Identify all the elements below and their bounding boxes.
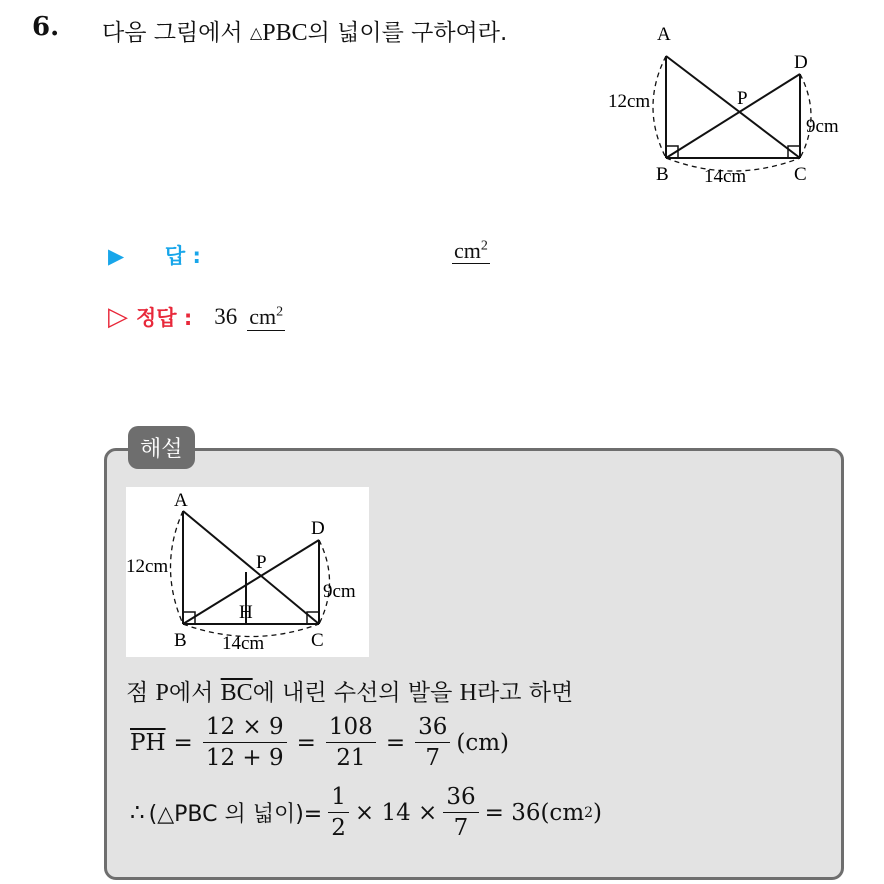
sol2-eq2: = xyxy=(296,729,316,756)
triangle-symbol: △ xyxy=(249,23,263,42)
solution-tag: 해설 xyxy=(128,426,195,469)
sol2-eq3: = xyxy=(385,729,406,756)
sol3-frac2 xyxy=(443,782,478,843)
sol2-f3-den: 7 xyxy=(425,745,441,771)
answer-unit xyxy=(452,238,490,264)
sol1-p: P xyxy=(155,680,169,706)
sol-label-p: P xyxy=(256,552,267,573)
answer-row xyxy=(108,240,201,270)
label-a: A xyxy=(657,24,671,45)
sol3-f2-den: 7 xyxy=(453,815,469,841)
problem-text xyxy=(102,14,507,47)
sol2-f2-num: 108 xyxy=(326,712,376,743)
sol-label-h: H xyxy=(239,602,253,623)
label-c: C xyxy=(794,164,807,185)
sol-length-bc: 14cm xyxy=(222,633,265,654)
sol2-f1-den: 12 + 9 xyxy=(205,745,284,771)
sol2-frac2 xyxy=(326,712,376,773)
answer-label: 답 : xyxy=(164,244,201,268)
sol3-f2-num: 36 xyxy=(443,782,478,813)
sol3-lhs: (△PBC 의 넓이)= xyxy=(148,802,323,827)
sol3-rhs-close: ) xyxy=(593,799,603,826)
sol1-bc: $\overline{BC}$ xyxy=(220,680,253,706)
sol-label-c: C xyxy=(311,630,324,651)
sol2-f2-den: 21 xyxy=(336,745,366,771)
dim-ab xyxy=(653,56,666,158)
sol1-d: 라고 하면 xyxy=(477,680,574,706)
sol1-c: 에 내린 수선의 발을 xyxy=(252,680,460,706)
sol1-h: H xyxy=(459,680,477,706)
sol2-frac1 xyxy=(203,712,287,773)
sol-length-ab: 12cm xyxy=(126,556,169,577)
answer-marker: ▶ xyxy=(108,244,125,268)
sol3-rhs-exp: 2 xyxy=(584,804,594,821)
segment-db xyxy=(666,74,800,158)
sol-label-d: D xyxy=(311,518,325,539)
solution-line-3 xyxy=(126,782,602,843)
sol3-frac1 xyxy=(328,782,349,843)
sol2-frac3 xyxy=(415,712,450,773)
triangle-name: PBC xyxy=(262,20,308,46)
sol-length-dc: 9cm xyxy=(323,581,356,602)
problem-text-before: 다음 그림에서 xyxy=(102,20,250,46)
problem-number: 6. xyxy=(32,12,60,42)
answer-unit-exp: 2 xyxy=(480,238,488,254)
label-d: D xyxy=(794,52,808,73)
correct-marker: ▷ xyxy=(108,302,128,332)
correct-unit-text: cm xyxy=(249,303,277,329)
problem-figure xyxy=(600,22,860,192)
correct-label: 정답 : xyxy=(136,306,193,330)
length-ab: 12cm xyxy=(608,91,651,112)
correct-value: 36 xyxy=(214,304,238,329)
problem-text-after: 의 넓이를 구하여라. xyxy=(307,20,508,46)
correct-unit-exp: 2 xyxy=(276,304,284,320)
sol1-a: 점 xyxy=(126,680,156,706)
segment-ac xyxy=(666,56,800,158)
sol2-lhs: $\overline{PH}$ xyxy=(130,729,166,756)
solution-figure xyxy=(126,487,369,657)
length-dc: 9cm xyxy=(806,116,839,137)
sol3-f1-den: 2 xyxy=(331,815,346,841)
sol3-rhs: = 36(cm xyxy=(484,799,585,826)
answer-blank[interactable] xyxy=(452,238,490,264)
sol3-therefore: ∴ xyxy=(130,799,145,826)
correct-unit xyxy=(247,304,285,331)
sol3-f1-num: 1 xyxy=(328,782,349,813)
length-bc: 14cm xyxy=(704,166,747,187)
correct-row xyxy=(108,302,285,332)
sol2-f1-num: 12 × 9 xyxy=(203,712,287,743)
label-p: P xyxy=(737,88,748,109)
solution-line-1 xyxy=(126,674,573,707)
sol1-b: 에서 xyxy=(168,680,221,706)
label-b: B xyxy=(656,164,669,185)
sol-dim-ab xyxy=(171,511,184,624)
solution-line-2 xyxy=(126,712,509,773)
sol2-eq1: = xyxy=(173,729,193,756)
sol2-unit: (cm) xyxy=(456,729,510,756)
sol-label-b: B xyxy=(174,630,187,651)
answer-unit-text: cm xyxy=(454,238,481,263)
sol3-mid: × 14 × xyxy=(354,799,438,826)
sol2-f3-num: 36 xyxy=(415,712,450,743)
sol-label-a: A xyxy=(174,490,188,511)
